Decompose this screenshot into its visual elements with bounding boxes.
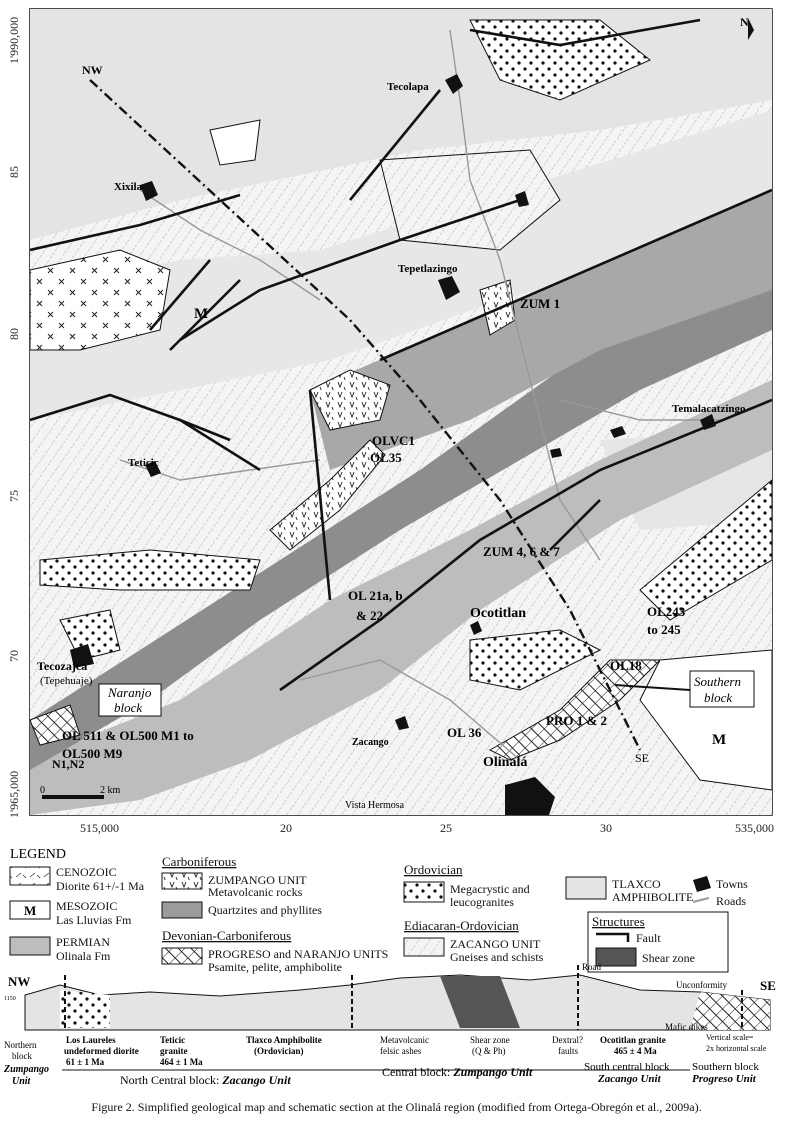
- sample-ol511: OL 511 & OL500 M1 to: [62, 728, 194, 743]
- ann-mafic: Mafic dikes: [665, 1022, 708, 1032]
- ann-tlaxco: Tlaxco Amphibolite: [246, 1035, 322, 1045]
- legend-permian: PERMIAN: [56, 935, 111, 949]
- ann-horizontal-scale: 2x horizontal scale: [706, 1044, 767, 1053]
- block-south-central-unit: Zacango Unit: [598, 1073, 661, 1085]
- block-southern: Southern block: [692, 1061, 759, 1073]
- sample-n1n2: N1,N2: [52, 757, 85, 771]
- tick-x-1: 515,000: [80, 821, 119, 835]
- figure-caption: Figure 2. Simplified geological map and schematic section at the Olinalá region (modified from Ortega-Obregón et al., 2009a).: [91, 1100, 702, 1114]
- town-vista-hermosa: Vista Hermosa: [345, 800, 405, 811]
- section-block: block: [12, 1051, 32, 1061]
- legend-leucogranites: leucogranites: [450, 895, 514, 909]
- ann-metavolcanic: Metavolcanic: [380, 1035, 429, 1045]
- legend-cenozoic: CENOZOIC: [56, 865, 117, 879]
- tick-y-6: 1'965,000: [7, 770, 21, 818]
- legend-ediacaran: Ediacaran-Ordovician: [404, 918, 519, 933]
- ann-ocotitlan-age: 465 ± 4 Ma: [614, 1046, 657, 1056]
- tick-y-3: 80: [7, 328, 21, 340]
- section-unit: Unit: [12, 1076, 31, 1087]
- town-zacango: Zacango: [352, 737, 389, 748]
- sample-ol245: to 245: [647, 622, 681, 637]
- section-zumpango: Zumpango: [4, 1064, 50, 1075]
- ann-qph: (Q & Ph): [472, 1046, 506, 1056]
- legend-structures: Structures: [592, 914, 645, 929]
- legend-town-icon: [693, 876, 711, 892]
- ann-vertical-scale: Vertical scale=: [706, 1033, 754, 1042]
- ann-teticic: Teticic: [160, 1035, 186, 1045]
- sample-olvc1: OLVC1: [372, 433, 415, 448]
- section-profile: [25, 975, 770, 1030]
- ann-unconformity: Unconformity: [676, 980, 727, 990]
- ann-faults: faults: [558, 1046, 578, 1056]
- sample-zum467: ZUM 4, 6 & 7: [483, 544, 560, 559]
- town-tepetlazingo: Tepetlazingo: [398, 263, 458, 275]
- ann-granite: granite: [160, 1046, 188, 1056]
- cross-section: [3, 962, 776, 1087]
- section-northern: Northern: [4, 1040, 37, 1050]
- legend-metavolcanic: Metavolcanic rocks: [208, 885, 303, 899]
- sample-ol36: OL 36: [447, 725, 482, 740]
- section-alt: 1150: [4, 996, 16, 1002]
- mesozoic-m-label-south: M: [712, 732, 727, 748]
- block-north-central: North Central block: Zacango Unit: [120, 1073, 291, 1087]
- ann-felsic: felsic ashes: [380, 1046, 422, 1056]
- legend-tlaxco: TLAXCO: [612, 877, 661, 891]
- naranjo-block-word: block: [114, 700, 143, 715]
- block-south-central: South central block: [584, 1061, 670, 1073]
- section-se: SE: [760, 978, 776, 993]
- legend-devcarb: Devonian-Carboniferous: [162, 928, 292, 943]
- town-tecolapa: Tecolapa: [387, 81, 429, 93]
- ann-dextral: Dextral?: [552, 1035, 583, 1045]
- tick-x-4: 30: [600, 821, 612, 835]
- legend-mesozoic: MESOZOIC: [56, 899, 118, 913]
- ann-laureles: Los Laureles: [66, 1035, 116, 1045]
- town-tepehuaje: (Tepehuaje): [40, 675, 93, 687]
- legend-amphibolite: AMPHIBOLITE: [612, 890, 694, 904]
- tick-x-3: 25: [440, 821, 452, 835]
- legend-m-symbol: M: [24, 903, 37, 918]
- legend-zumpango: ZUMPANGO UNIT: [208, 873, 307, 887]
- legend-progreso: PROGRESO and NARANJO UNITS: [208, 947, 389, 961]
- scale-zero: 0: [40, 785, 45, 796]
- legend-shear-zone: Shear zone: [642, 951, 695, 965]
- legend-roads: Roads: [716, 894, 746, 908]
- sample-zum1: ZUM 1: [520, 296, 561, 311]
- southern-label: Southern: [694, 674, 741, 689]
- tick-x-2: 20: [280, 821, 292, 835]
- legend-towns: Towns: [716, 877, 748, 891]
- legend-zacango: ZACANGO UNIT: [450, 937, 541, 951]
- town-olinala: Olinalá: [483, 755, 528, 770]
- tick-y-1: 1'990,000: [7, 16, 21, 64]
- ann-granite-age: 464 ± 1 Ma: [160, 1057, 203, 1067]
- block-southern-unit: Progreso Unit: [692, 1073, 756, 1085]
- town-tecozajca: Tecozajca: [37, 659, 88, 673]
- sample-ol500m9: OL500 M9: [62, 746, 123, 761]
- sample-ol18: OL18: [610, 658, 642, 673]
- tick-y-5: 70: [7, 650, 21, 662]
- legend-title: LEGEND: [10, 847, 66, 862]
- legend-carboniferous: Carboniferous: [162, 854, 237, 869]
- map-frame: [7, 9, 774, 835]
- scale-km: 2 km: [100, 785, 121, 796]
- block-central: Central block: Zumpango Unit: [382, 1065, 533, 1079]
- sample-ol21: OL 21a, b: [348, 588, 403, 603]
- legend-psamite: Psamite, pelite, amphibolite: [208, 960, 342, 974]
- ann-road: Road: [582, 962, 601, 972]
- direction-nw: NW: [82, 63, 103, 77]
- ann-ordovician: (Ordovician): [254, 1046, 304, 1056]
- section-granite: [60, 990, 110, 1028]
- town-temalacatzingo: Temalacatzingo: [672, 403, 746, 415]
- town-xixila: Xixila: [114, 181, 143, 193]
- direction-se: SE: [635, 751, 650, 765]
- legend-fault: Fault: [636, 931, 661, 945]
- ann-diorite: undeformed diorite: [64, 1046, 139, 1056]
- sample-pro12: PRO 1 & 2: [546, 713, 608, 728]
- mesozoic-m-label: M: [194, 306, 209, 322]
- sample-ol22: & 22: [356, 608, 384, 623]
- legend-ordovician: Ordovician: [404, 862, 463, 877]
- sample-ol243: OL243: [647, 604, 686, 619]
- tick-y-4: 75: [7, 490, 21, 502]
- legend-megacrystic: Megacrystic and: [450, 882, 530, 896]
- legend-gneises: Gneises and schists: [450, 950, 544, 964]
- town-ocotitlan: Ocotitlan: [470, 606, 526, 621]
- southern-block-word: block: [704, 690, 733, 705]
- ann-shear-zone: Shear zone: [470, 1035, 510, 1045]
- tick-y-2: 85: [7, 166, 21, 178]
- legend-road-icon: [693, 898, 709, 902]
- north-label: N: [740, 15, 749, 29]
- legend: [10, 847, 748, 974]
- town-teticic: Teticic: [128, 457, 159, 469]
- naranjo-block-box: [99, 684, 161, 716]
- ann-ocotitlan-granite: Ocotitlan granite: [600, 1035, 666, 1045]
- legend-quartzites: Quartzites and phyllites: [208, 903, 322, 917]
- legend-olinala: Olinala Fm: [56, 949, 111, 963]
- legend-diorite: Diorite 61+/-1 Ma: [56, 879, 145, 893]
- legend-lluvias: Las Lluvias Fm: [56, 913, 132, 927]
- naranjo-label: Naranjo: [108, 685, 152, 700]
- ann-diorite-age: 61 ± 1 Ma: [66, 1057, 105, 1067]
- sample-ol35: OL35: [370, 450, 402, 465]
- section-nw: NW: [8, 974, 31, 989]
- tick-x-5: 535,000: [735, 821, 774, 835]
